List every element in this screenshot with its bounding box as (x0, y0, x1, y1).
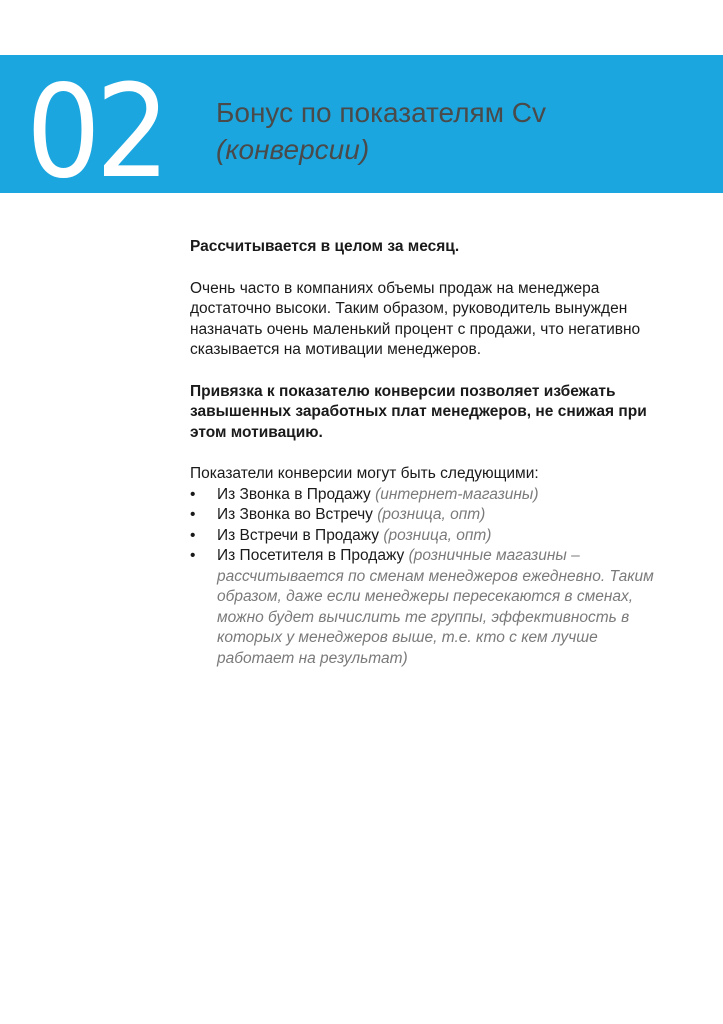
list-item (190, 526, 660, 547)
list-item-text: Из Звонка во Встречу (217, 506, 373, 523)
list-item-text: Из Посетителя в Продажу (217, 547, 405, 564)
list-intro: Показатели конверсии могут быть следующими: (190, 465, 539, 482)
conversion-list (190, 485, 660, 670)
list-item-note: (розничные магазины – рассчитывается по сменам менеджеров ежедневно. Таким образом, даже если менеджеры пересекаются в сменах, можно будет вычислить те группы, эффективность в которых у менеджеров выше, т.е. кто с кем лучше работает на результат) (217, 547, 654, 667)
list-item (190, 485, 660, 506)
list-item-note: (интернет-магазины) (375, 485, 539, 503)
title-line-1: Бонус по показателям Cv (216, 97, 546, 128)
section-number: 02 (26, 58, 165, 207)
bullet-icon: • (190, 485, 196, 503)
title-line-2: (конверсии) (216, 134, 370, 165)
bullet-icon: • (190, 506, 196, 523)
page-title (216, 94, 546, 168)
paragraph-solution: Привязка к показателю конверсии позволяет избежать завышенных заработных плат менеджеров, не снижая при этом мотивацию. (190, 382, 647, 441)
paragraph-problem: Очень часто в компаниях объемы продаж на менеджера достаточно высоки. Таким образом, руководитель вынужден назначать очень маленький процент с продажи, что негативно сказывается на мотивации менеджеров. (190, 279, 641, 358)
bullet-icon: • (190, 547, 196, 564)
list-item (190, 505, 660, 526)
list-item-text: Из Встречи в Продажу (217, 526, 380, 544)
list-item-note: (розница, опт) (383, 526, 492, 544)
bullet-icon: • (190, 526, 196, 544)
list-item-text: Из Звонка в Продажу (217, 485, 371, 503)
list-item (190, 546, 660, 669)
body-content (190, 237, 660, 669)
list-item-note: (розница, опт) (377, 506, 486, 523)
paragraph-monthly: Рассчитывается в целом за месяц. (190, 238, 460, 255)
